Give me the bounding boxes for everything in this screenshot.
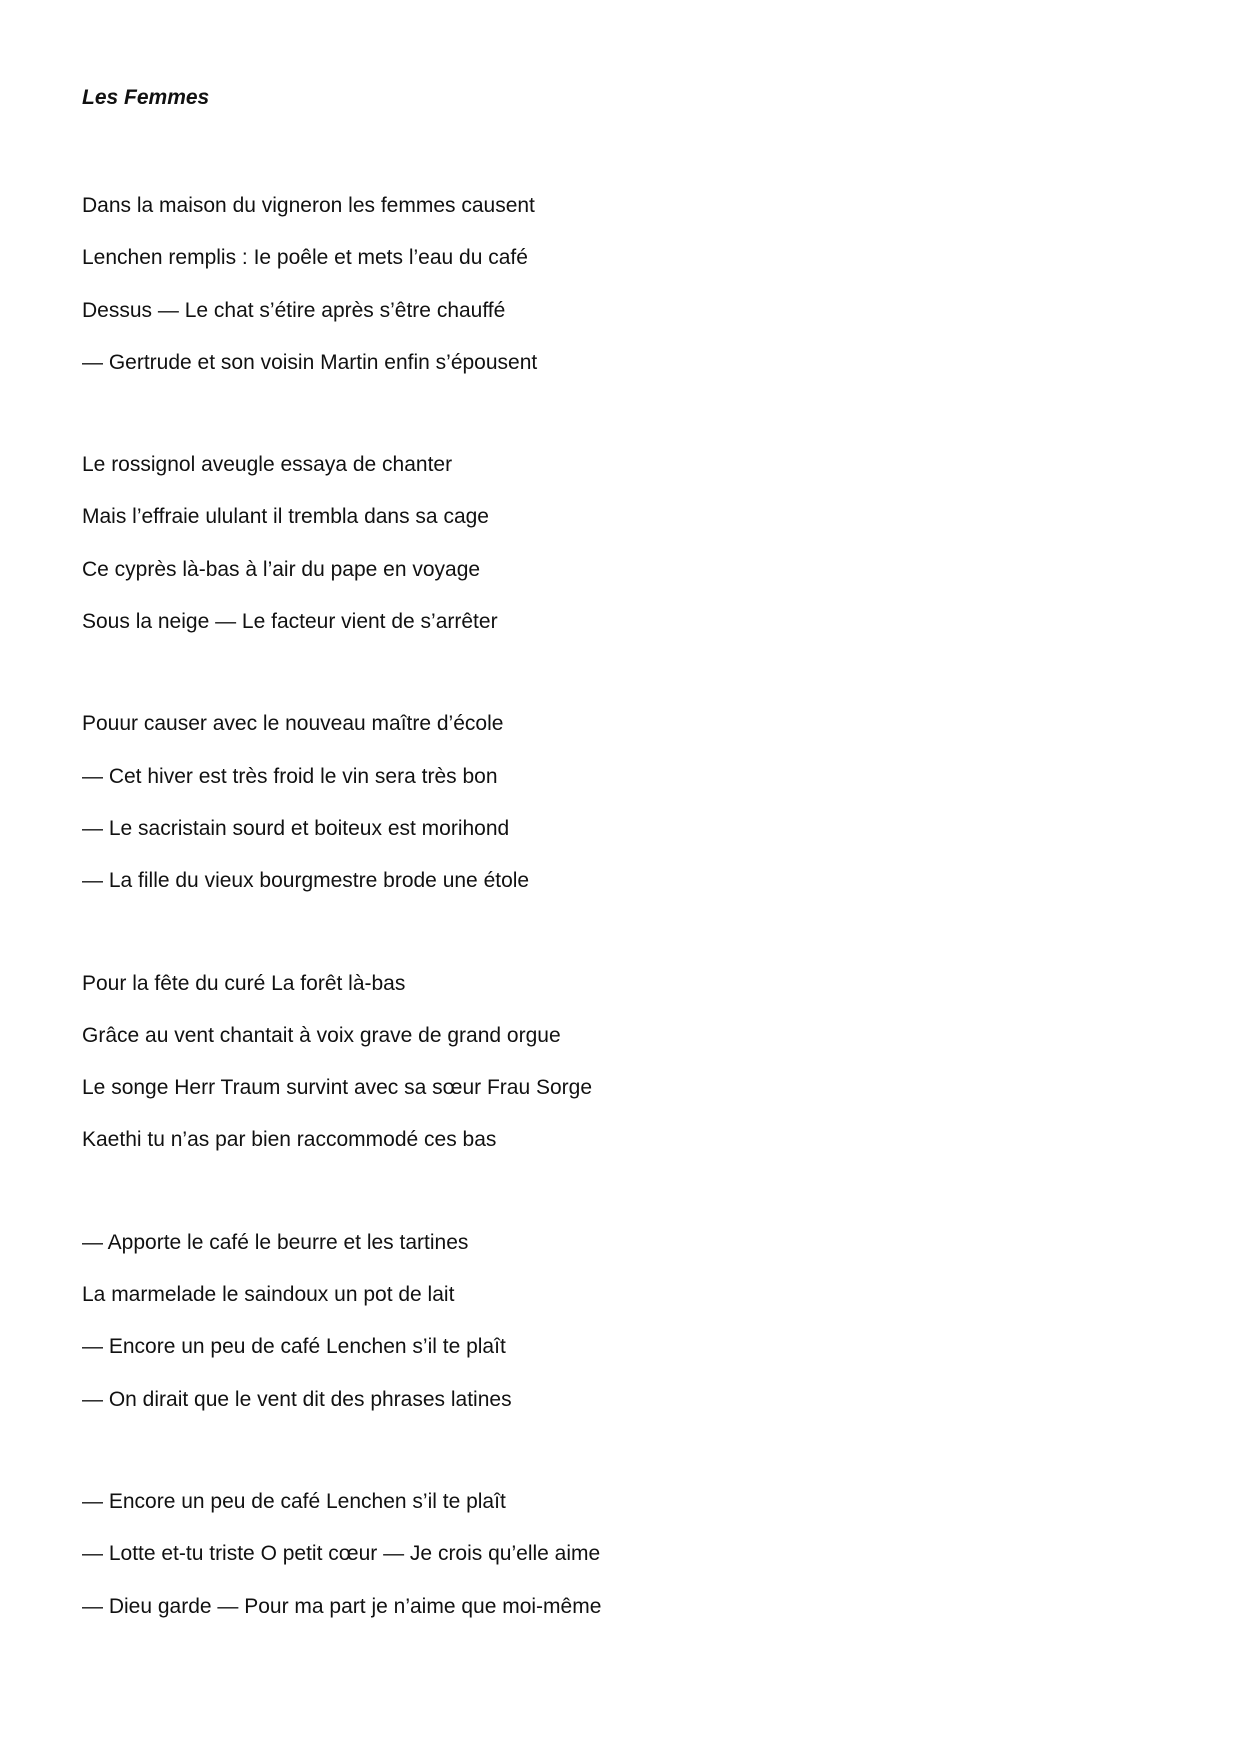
verse-line: — Cet hiver est très froid le vin sera très bon — [82, 764, 498, 788]
verse-line: — Le sacristain sourd et boiteux est morihond — [82, 816, 510, 840]
verse-line: — On dirait que le vent dit des phrases latines — [82, 1387, 512, 1411]
stanza-2 — [82, 439, 1182, 648]
verse-line: La marmelade le saindoux un pot de lait — [82, 1283, 455, 1307]
verse-line: — Apporte le café le beurre et les tartines — [82, 1230, 469, 1254]
verse-line: Pour la fête du curé La forêt là-bas — [82, 971, 406, 995]
verse-line: — Dieu garde — Pour ma part je n’aime que moi-même — [82, 1594, 602, 1618]
stanza-5 — [82, 1217, 1182, 1426]
verse-line: Dessus — Le chat s’étire après s’être chauffé — [82, 298, 506, 322]
document-page — [82, 78, 1182, 1683]
verse-line: Mais l’effraie ululant il trembla dans sa cage — [82, 505, 489, 529]
verse-line: Le songe Herr Traum survint avec sa sœur Frau Sorge — [82, 1076, 593, 1100]
verse-line: — Encore un peu de café Lenchen s’il te plaît — [82, 1335, 506, 1359]
verse-line: Lenchen remplis : Ie poêle et mets l’eau du café — [82, 246, 528, 270]
verse-line: Dans la maison du vigneron les femmes causent — [82, 194, 535, 217]
verse-line: — La fille du vieux bourgmestre brode une étole — [82, 869, 530, 893]
stanza-1 — [82, 180, 1182, 389]
verse-line: Grâce au vent chantait à voix grave de grand orgue — [82, 1023, 561, 1047]
verse-line: Le rossignol aveugle essaya de chanter — [82, 453, 453, 477]
verse-line: Pouur causer avec le nouveau maître d’école — [82, 712, 504, 736]
verse-line: Kaethi tu n’as par bien raccommodé ces bas — [82, 1128, 497, 1152]
stanza-6 — [82, 1476, 1182, 1633]
verse-line: — Gertrude et son voisin Martin enfin s’épousent — [82, 350, 538, 374]
verse-line: Ce cyprès là-bas à l’air du pape en voyage — [82, 557, 481, 581]
verse-line: Sous la neige — Le facteur vient de s’arrêter — [82, 610, 498, 634]
stanza-4 — [82, 958, 1182, 1167]
verse-line: — Encore un peu de café Lenchen s’il te plaît — [82, 1489, 506, 1513]
verse-line: — Lotte et-tu triste O petit cœur — Je crois qu’elle aime — [82, 1542, 601, 1566]
stanza-3 — [82, 698, 1182, 907]
poem-title: Les Femmes — [82, 86, 210, 109]
